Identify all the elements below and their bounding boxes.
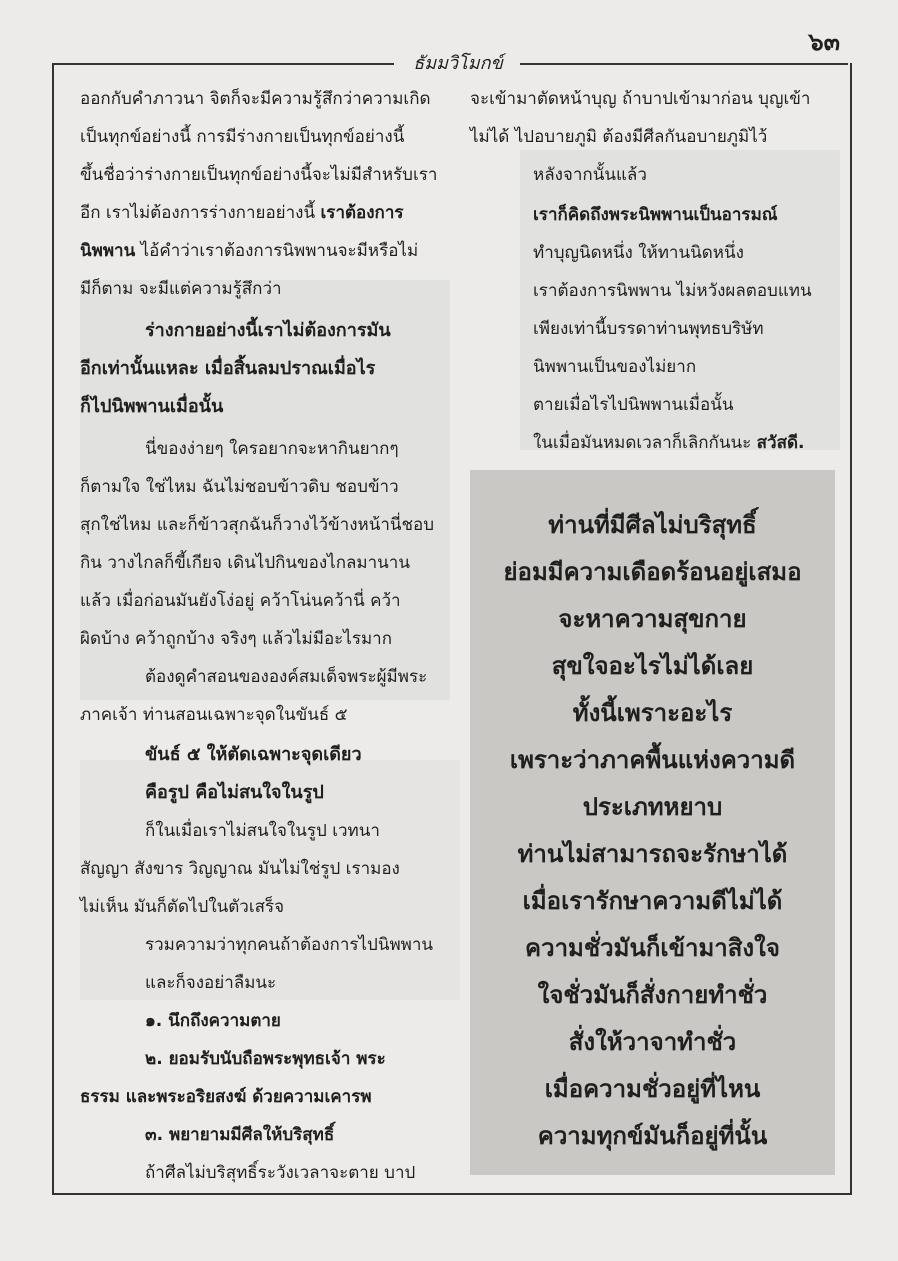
right-line-7: เพียงเท่านี้บรรดาท่านพุทธบริษัท [533,319,764,339]
left-line-22: ไม่เห็น มันก็ตัดไปในตัวเสร็จ [80,897,285,917]
left-line-25: ๑. นึกถึงความตาย [145,1011,281,1031]
poster-line-13: เมื่อความชั่วอยู่ที่ไหน [544,1075,761,1103]
left-line-8: อีกเท่านั้นแหละ เมื่อสิ้นลมปราณเมื่อไร [80,358,376,379]
poster-line-11: ใจชั่วมันก็สั่งกายทำชั่ว [537,981,768,1009]
left-line-26: ๒. ยอมรับนับถือพระพุทธเจ้า พระ [145,1049,386,1069]
poster-line-8: ท่านไม่สามารถจะรักษาได้ [517,840,788,868]
left-line-18: ขันธ์ ๕ ให้ตัดเฉพาะจุดเดียว [145,744,362,765]
left-line-14: แล้ว เมื่อก่อนมันยังโง่อยู่ คว้าโน่นคว้านี่ คว้า [80,591,401,611]
right-line-10 [533,424,838,462]
poster-line-9: เมื่อเรารักษาความดีไม่ได้ [522,887,783,915]
left-line-1: ออกกับคำภาวนา จิตก็จะมีความรู้สึกว่าความเกิด [80,89,431,109]
left-line-11: ก็ตามใจ ใช่ไหม ฉันไม่ชอบข้าวดิบ ชอบข้าว [80,477,399,497]
left-line-4 [80,194,450,232]
left-line-3: ขึ้นชื่อว่าร่างกายเป็นทุกข์อย่างนี้จะไม่มีสำหรับเรา [80,165,438,185]
right-line-8: นิพพานเป็นของไม่ยาก [533,357,697,377]
left-line-4-text: อีก เราไม่ต้องการร่างกายอย่างนี้ [80,203,316,223]
left-line-17: ภาคเจ้า ท่านสอนเฉพาะจุดในขันธ์ ๕ [80,705,348,725]
poster-line-10: ความชั่วมันก็เข้ามาสิงใจ [525,934,780,962]
left-line-12: สุกใช่ไหม และก็ข้าวสุกฉันก็วางไว้ข้างหน้านี่ชอบ [80,515,435,535]
right-line-1: จะเข้ามาตัดหน้าบุญ ถ้าบาปเข้ามาก่อน บุญเข้า [470,89,811,109]
left-line-10: นี่ของง่ายๆ ใครอยากจะหากินยากๆ [145,439,399,459]
left-line-20: ก็ในเมื่อเราไม่สนใจในรูป เวทนา [145,821,380,841]
right-line-10-text: ในเมื่อมันหมดเวลาก็เลิกกันนะ [533,433,752,453]
left-line-7: ร่างกายอย่างนี้เราไม่ต้องการมัน [145,320,391,341]
left-line-5 [80,232,450,270]
poster-line-7: ประเภทหยาบ [582,793,723,821]
left-line-29: ถ้าศีลไม่บริสุทธิ์ระวังเวลาจะตาย บาป [145,1163,416,1183]
left-line-27: ธรรม และพระอริยสงฆ์ ด้วยความเคารพ [80,1087,372,1107]
right-line-2: ไม่ได้ ไปอบายภูมิ ต้องมีศีลกันอบายภูมิไว้ [470,127,768,147]
poster-line-2: ย่อมมีความเดือดร้อนอยู่เสมอ [503,558,802,586]
running-title: ธัมมวิโมกข์ [413,53,503,74]
right-line-3: หลังจากนั้นแล้ว [533,165,647,185]
left-line-5-bold: นิพพาน [80,241,136,261]
poster-line-12: สั่งให้วาจาทำชั่ว [568,1028,737,1056]
right-line-6: เราต้องการนิพพาน ไม่หวังผลตอบแทน [533,281,812,301]
left-line-24: และก็จงอย่าลืมนะ [145,973,277,993]
poster-line-14: ความทุกข์มันก็อยู่ที่นั้น [537,1122,768,1150]
left-line-28: ๓. พยายามมีศีลให้บริสุทธิ์ [145,1125,335,1145]
right-line-9: ตายเมื่อไรไปนิพพานเมื่อนั้น [533,395,734,415]
poster-line-4: สุขใจอะไรไม่ได้เลย [551,652,754,680]
right-line-5: ทำบุญนิดหนึ่ง ให้ทานนิดหนึ่ง [533,243,744,263]
left-line-2: เป็นทุกข์อย่างนี้ การมีร่างกายเป็นทุกข์อย่างนี้ [80,127,405,147]
left-line-6: มีก็ตาม จะมีแต่ความรู้สึกว่า [80,279,282,299]
left-line-19: คือรูป คือไม่สนใจในรูป [145,782,324,803]
left-line-21: สัญญา สังขาร วิญญาณ มันไม่ใช่รูป เรามอง [80,859,400,879]
left-line-23: รวมความว่าทุกคนถ้าต้องการไปนิพพาน [145,935,434,955]
left-line-9: ก็ไปนิพพานเมื่อนั้น [80,396,224,417]
page-number: ๖๓ [808,28,840,56]
right-line-4: เราก็คิดถึงพระนิพพานเป็นอารมณ์ [533,205,778,225]
left-line-16: ต้องดูคำสอนขององค์สมเด็จพระผู้มีพระ [145,667,428,687]
left-line-4-bold: เราต้องการ [320,203,404,223]
closing-greeting: สวัสดี. [756,433,805,453]
poster-line-3: จะหาความสุขกาย [558,605,747,633]
left-line-5-text: ไอ้คำว่าเราต้องการนิพพานจะมีหรือไม่ [135,241,419,261]
left-line-15: ผิดบ้าง คว้าถูกบ้าง จริงๆ แล้วไม่มีอะไรมาก [80,629,393,649]
poster-line-6: เพราะว่าภาคพื้นแห่งความดี [509,746,796,774]
poster-line-5: ทั้งนี้เพราะอะไร [572,699,733,727]
poster-line-1: ท่านที่มีศีลไม่บริสุทธิ์ [548,511,757,539]
left-line-13: กิน วางไกลก็ขี้เกียจ เดินไปกินของไกลมานาน [80,553,410,573]
